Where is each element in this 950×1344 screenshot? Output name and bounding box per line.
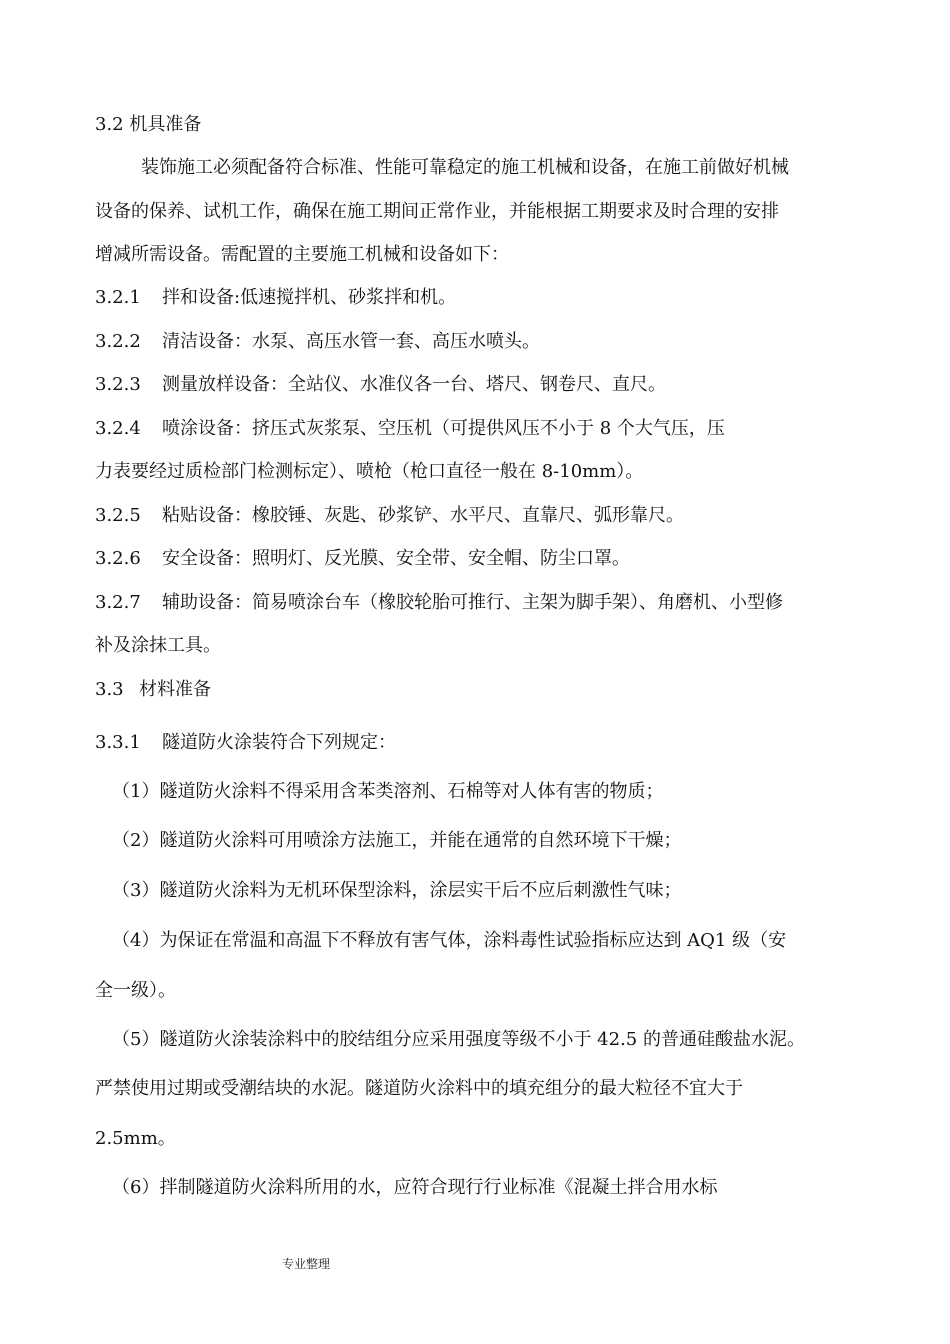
equipment-item-3-2-4-continuation: 力表要经过质检部门检测标定）、喷枪（枪口直径一般在 8-10mm）。 bbox=[95, 461, 644, 482]
subsection-number: 3.3.1 bbox=[95, 732, 141, 753]
equipment-item-3-2-6 bbox=[95, 547, 630, 571]
equipment-item-3-2-7-continuation: 补及涂抹工具。 bbox=[95, 635, 221, 656]
equipment-item-3-2-2 bbox=[95, 330, 540, 354]
equipment-item-3-2-7 bbox=[95, 591, 783, 615]
item-number: 3.2.2 bbox=[95, 331, 141, 352]
equipment-item-3-2-5 bbox=[95, 504, 684, 528]
subsection-heading-3-3-1 bbox=[95, 731, 396, 755]
item-text: 清洁设备：水泵、高压水管一套、高压水喷头。 bbox=[162, 331, 540, 352]
equipment-item-3-2-1 bbox=[95, 286, 456, 310]
rule-item-5: （5）隧道防火涂装涂料中的胶结组分应采用强度等级不小于 42.5 的普通硅酸盐水泥。 bbox=[112, 1029, 805, 1050]
section-number: 3.3 bbox=[95, 679, 124, 700]
rule-item-2: （2）隧道防火涂料可用喷涂方法施工，并能在通常的自然环境下干燥； bbox=[112, 830, 682, 851]
item-text: 测量放样设备：全站仪、水准仪各一台、塔尺、钢卷尺、直尺。 bbox=[162, 374, 666, 395]
section-heading-3-2: 3.2 机具准备 bbox=[95, 114, 202, 135]
item-text: 辅助设备：简易喷涂台车（橡胶轮胎可推行、主架为脚手架）、角磨机、小型修 bbox=[162, 592, 783, 613]
section-heading-3-3 bbox=[95, 678, 211, 702]
item-number: 3.2.6 bbox=[95, 548, 141, 569]
item-text: 拌和设备:低速搅拌机、砂浆拌和机。 bbox=[162, 287, 457, 308]
rule-item-3: （3）隧道防火涂料为无机环保型涂料，涂层实干后不应后刺激性气味； bbox=[112, 880, 682, 901]
page-footer: 专业整理 bbox=[282, 1257, 331, 1271]
item-number: 3.2.5 bbox=[95, 505, 141, 526]
intro-paragraph-line-1: 装饰施工必须配备符合标准、性能可靠稳定的施工机械和设备，在施工前做好机械 bbox=[141, 157, 789, 178]
rule-item-4-continuation: 全一级）。 bbox=[95, 980, 176, 1001]
equipment-item-3-2-4 bbox=[95, 417, 725, 441]
equipment-item-3-2-3 bbox=[95, 373, 666, 397]
intro-paragraph-line-3: 增减所需设备。需配置的主要施工机械和设备如下： bbox=[95, 244, 509, 265]
section-title: 材料准备 bbox=[139, 679, 211, 700]
rule-item-5-continuation-1: 严禁使用过期或受潮结块的水泥。隧道防火涂料中的填充组分的最大粒径不宜大于 bbox=[95, 1078, 743, 1099]
rule-item-4: （4）为保证在常温和高温下不释放有害气体，涂料毒性试验指标应达到 AQ1 级（安 bbox=[112, 930, 787, 951]
intro-paragraph-line-2: 设备的保养、试机工作，确保在施工期间正常作业，并能根据工期要求及时合理的安排 bbox=[95, 201, 779, 222]
item-number: 3.2.7 bbox=[95, 592, 141, 613]
item-text: 粘贴设备：橡胶锤、灰匙、砂浆铲、水平尺、直靠尺、弧形靠尺。 bbox=[162, 505, 684, 526]
subsection-title: 隧道防火涂装符合下列规定： bbox=[162, 732, 396, 753]
rule-item-6: （6）拌制隧道防火涂料所用的水，应符合现行行业标准《混凝土拌合用水标 bbox=[112, 1177, 718, 1198]
item-text: 喷涂设备：挤压式灰浆泵、空压机（可提供风压不小于 8 个大气压，压 bbox=[162, 418, 725, 439]
rule-item-1: （1）隧道防火涂料不得采用含苯类溶剂、石棉等对人体有害的物质； bbox=[112, 781, 664, 802]
rule-item-5-continuation-2: 2.5mm。 bbox=[95, 1128, 176, 1149]
item-text: 安全设备：照明灯、反光膜、安全带、安全帽、防尘口罩。 bbox=[162, 548, 630, 569]
item-number: 3.2.1 bbox=[95, 287, 141, 308]
item-number: 3.2.4 bbox=[95, 418, 141, 439]
item-number: 3.2.3 bbox=[95, 374, 141, 395]
